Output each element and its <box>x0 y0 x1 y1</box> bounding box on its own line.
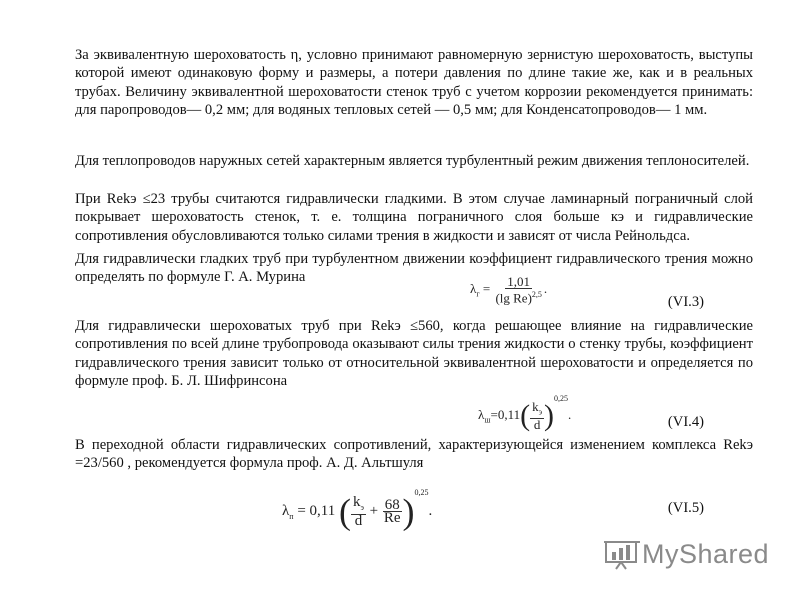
presentation-icon <box>604 538 642 570</box>
eq4-fraction <box>530 398 544 433</box>
equation-vi5: $\lambda_п = 0,11$ ( $\frac{k_э}{d}$ + $\frac{68}{Re}$ )$^{0,25}$. <box>282 488 433 532</box>
eq5-lhs-sub: п <box>289 512 294 521</box>
eq3-fraction <box>493 276 543 304</box>
eq4-lhs: λ <box>478 407 485 422</box>
eq3-lhs: λ <box>470 281 477 297</box>
equation-number-vi3: (VI.3) <box>667 294 704 310</box>
eq5-plus: + <box>369 503 379 519</box>
eq4-frac-num-sub: э <box>538 407 543 417</box>
eq4-frac-num: k <box>532 398 539 414</box>
eq5-fraction-1 <box>351 494 366 530</box>
paragraph-transition-region: В переходной области гидравлических сопротивлений, характеризующейся изменением комплекса Rekэ =23/560 , рекомендуется формула проф. А. Д. Альтшуля <box>75 437 753 472</box>
paragraph-murin-formula: Для гидравлически гладких труб при турбулентном движении коэффициент гидравлического трения можно определять по формуле Г. А. Мурина <box>75 251 753 286</box>
eq3-lhs-sub: г <box>476 289 480 299</box>
eq5-frac1-num: k <box>352 494 361 511</box>
equation-vi3: $\lambda_г$ = $\frac{1,01}{(\lg Re)^{2,5}}$ . <box>470 274 548 306</box>
eq5-frac1-num-sub: э <box>360 503 364 513</box>
eq5-lhs: λ <box>282 503 290 519</box>
eq3-equals: = <box>482 281 491 297</box>
eq4-lhs-sub: ш <box>484 415 491 425</box>
paragraph-turbulent-regime: Для теплопроводов наружных сетей характерным является турбулентный режим движения теплоносителей. <box>75 153 750 169</box>
eq3-exponent: 2,5 <box>531 290 542 299</box>
eq3-denominator: (lg Re) <box>495 290 532 306</box>
paragraph-smooth-pipes: При Rekэ ≤23 трубы считаются гидравлически гладкими. В этом случае ламинарный пограничный слой покрывает шероховатость стенок, т. е. толщина пограничного слоя больше кэ и гидравлические сопротивления обусловливаются только силами трения в жидкости и зависят от числа Рейнольдса. <box>75 191 753 244</box>
equation-vi4: $\lambda_ш=0,11$( $\frac{k_э}{d}$ )$^{0,25}$. <box>478 394 572 433</box>
equation-number-vi4: (VI.4) <box>667 414 704 430</box>
paragraph-rough-pipes: Для гидравлически шероховатых труб при Rekэ ≤560, когда решающее влияние на гидравлические сопротивления по всей длине трубопровода оказывают силы трения жидкости о стенку трубы, коэффициент гидравлического трения зависит только от относительной эквивалентной шероховатости и определяется по формуле проф. Б. Л. Шифринсона <box>75 318 753 390</box>
equation-number-vi5: (VI.5) <box>667 500 704 516</box>
eq4-coefficient: =0,11 <box>490 407 521 422</box>
eq5-fraction-2 <box>382 497 403 527</box>
eq5-exponent: 0,25 <box>414 488 429 497</box>
eq5-frac2-den: Re <box>383 510 401 527</box>
eq5-frac1-den: d <box>354 513 363 530</box>
eq5-coefficient: = 0,11 <box>297 503 336 519</box>
eq4-exponent: 0,25 <box>554 394 569 403</box>
watermark-text: MyShared <box>642 538 770 569</box>
eq3-numerator: 1,01 <box>507 274 531 289</box>
myshared-logo <box>604 538 769 570</box>
eq5-frac2-num: 68 <box>384 497 400 514</box>
eq4-frac-den: d <box>533 417 541 433</box>
paragraph-equivalent-roughness: За эквивалентную шероховатость η, условно принимают равномерную зернистую шероховатость, выступы которой имеют одинаковую форму и размеры, а потери давления по длине такие же, как и в реальных трубах. Величину эквивалентной шероховатости стенок труб с учетом коррозии рекомендуется принимать: для паропроводов— 0,2 мм; для водяных тепловых сетей — 0,5 мм; для Конденсатопроводов— 1 мм. <box>75 47 753 119</box>
